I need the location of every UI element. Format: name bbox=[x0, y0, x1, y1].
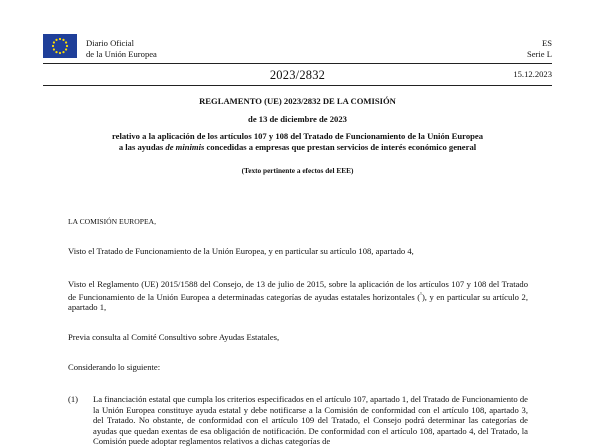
eee-note: (Texto pertinente a efectos del EEE) bbox=[241, 166, 354, 175]
header-divider bbox=[43, 63, 552, 64]
regulation-subject bbox=[60, 131, 535, 153]
subject-text-pre: a las ayudas bbox=[118, 142, 166, 152]
recital-number: (1) bbox=[68, 394, 79, 404]
subject-text-post: concedidas a empresas que prestan servicios de interés económico general bbox=[204, 142, 477, 152]
eu-stars-icon bbox=[43, 34, 77, 58]
commission-heading: LA COMISIÓN EUROPEA, bbox=[68, 217, 156, 226]
recital-1 bbox=[68, 394, 528, 447]
visto-regulation-text-end: ), y en particular su artículo 2, apartado 1, bbox=[68, 291, 528, 313]
journal-title-line2: de la Unión Europea bbox=[86, 48, 157, 59]
subject-text-italic: de minimis bbox=[165, 142, 205, 152]
previa-consulta: Previa consulta al Comité Consultivo sobre Ayudas Estatales, bbox=[68, 332, 280, 342]
regulation-subject-line1: relativo a la aplicación de los artículos 107 y 108 del Tratado de Funcionamiento de la Unión Europea bbox=[111, 131, 484, 141]
document-number-divider bbox=[43, 85, 552, 86]
regulation-date: de 13 de diciembre de 2023 bbox=[248, 114, 347, 124]
regulation-title: REGLAMENTO (UE) 2023/2832 DE LA COMISIÓN bbox=[199, 96, 396, 106]
regulation-subject-line2 bbox=[60, 142, 535, 153]
journal-title-line1: Diario Oficial bbox=[86, 38, 134, 48]
visto-treaty: Visto el Tratado de Funcionamiento de la Unión Europea, y en particular su artículo 108, apartado 4, bbox=[68, 246, 414, 256]
language-code: ES bbox=[541, 38, 552, 48]
considerando: Considerando lo siguiente: bbox=[68, 362, 161, 372]
visto-regulation bbox=[68, 279, 528, 313]
visto-regulation-text: Visto el Reglamento (UE) 2015/1588 del Consejo, de 13 de julio de 2015, sobre la aplicación de los artículos 107 y 108 del Tratado de Funcionamiento de la Unión Europea a determinadas categorías de ayudas estatales horizontales ( bbox=[68, 279, 528, 302]
footnote-ref-1[interactable]: ¹ bbox=[420, 291, 422, 298]
recital-text: La financiación estatal que cumpla los criterios especificados en el artículo 107, apartado 1, del Tratado de Funcionamiento de la Unión Europea constituye ayuda estatal y debe notificarse a la Comisión de conformidad con el artículo 108, apartado 3, del Tratado. No obstante, de conformidad con el artículo 109 del Tratado, el Consejo podrá determinar las categorías de ayudas que quedan exentas de esa obligación de notificación. De conformidad con el artículo 108, apartado 4, del Tratado, la Comisión puede adoptar reglamentos relativos a dichas categorías de bbox=[93, 394, 528, 447]
series-label: Serie L bbox=[526, 48, 552, 59]
eu-flag-icon bbox=[43, 34, 77, 58]
document-number: 2023/2832 bbox=[269, 68, 326, 82]
journal-title bbox=[86, 38, 157, 59]
publication-date: 15.12.2023 bbox=[513, 69, 552, 79]
journal-series bbox=[527, 38, 552, 59]
